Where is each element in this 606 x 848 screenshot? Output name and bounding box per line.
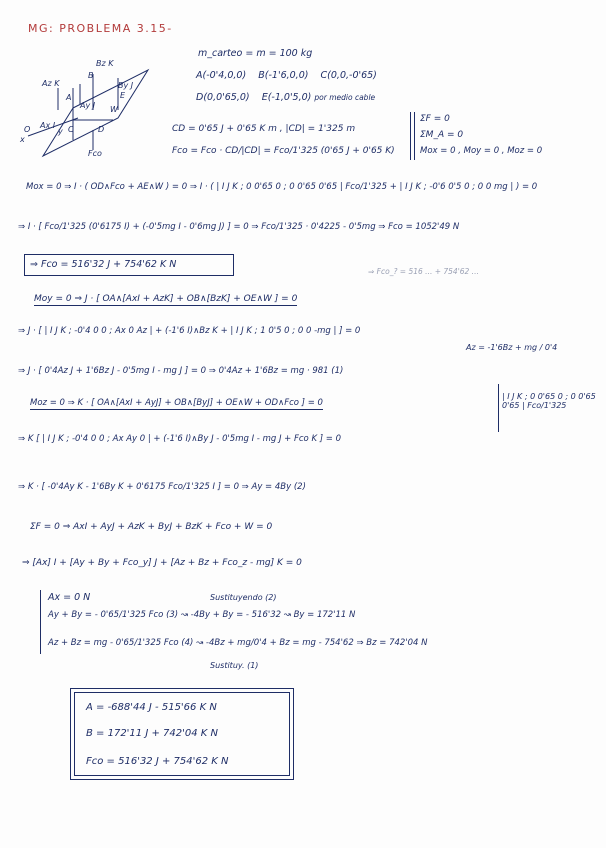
label-a: A [66, 93, 72, 102]
label-x: x [20, 135, 25, 144]
moy-equation-3: ⇒ J · [ 0'4Az J + 1'6Bz J - 0'5mg I - mg J ] = 0 ⇒ 0'4Az + 1'6Bz = mg · 981 (1) [18, 366, 344, 376]
label-byj: By J [118, 81, 134, 90]
faint-note: ⇒ Fco_? = 516 ... + 754'62 ... [368, 267, 479, 276]
label-w: W [110, 105, 118, 114]
label-bzk: Bz K [96, 59, 114, 68]
point-b: B(-1'6,0,0) [258, 70, 309, 81]
label-b: B [88, 71, 94, 80]
point-c: C(0,0,-0'65) [320, 70, 377, 81]
ax-equation: Ax = 0 N [48, 592, 91, 603]
moz-equation: Moz = 0 ⇒ K · [ OA∧[AxI + AyJ] + OB∧[ByJ] + OE∧W + OD∧Fco ] = 0 [30, 398, 323, 408]
points-line-2 [196, 92, 375, 103]
label-o: O [24, 125, 31, 134]
mass-line: m_carteo = m = 100 kg [198, 48, 313, 59]
az-side-note: Az = -1'6Bz + mg / 0'4 [466, 343, 558, 352]
cd-vector-line: CD = 0'65 J + 0'65 K m , |CD| = 1'325 m [172, 124, 356, 134]
result-a: A = -688'44 J - 515'66 K N [86, 702, 217, 713]
point-d: D(0,0'65,0) [196, 92, 250, 103]
system-brace [40, 590, 41, 654]
result-fco: Fco = 516'32 J + 754'62 K N [86, 756, 229, 767]
label-c: C [68, 125, 74, 134]
point-e: E(-1,0'5,0) [261, 92, 312, 103]
condition-sum-m: ΣM_A = 0 [420, 130, 464, 140]
label-fco: Fco [88, 149, 102, 158]
condition-moments: Mox = 0 , Moy = 0 , Moz = 0 [420, 146, 543, 156]
fco-result: ⇒ Fco = 516'32 J + 754'62 K N [30, 259, 177, 270]
cable-note: por medio cable [314, 93, 376, 102]
moz-equation-3: ⇒ K · [ -0'4Ay K - 1'6By K + 0'6175 Fco/1'325 I ] = 0 ⇒ Ay = 4By (2) [18, 482, 306, 492]
divider-left [410, 112, 411, 160]
result-b: B = 172'11 J + 742'04 K N [86, 728, 218, 739]
moy-equation-2: ⇒ J · [ | I J K ; -0'4 0 0 ; Ax 0 Az | + (-1'6 I)∧Bz K + | I J K ; 1 0'5 0 ; 0 0 -mg | ] = 0 [18, 326, 361, 336]
moy-equation: Moy = 0 ⇒ J · [ OA∧[AxI + AzK] + OB∧[BzK] + OE∧W ] = 0 [34, 294, 298, 304]
page-title: MG: PROBLEMA 3.15- [28, 22, 173, 35]
points-line-1 [196, 70, 377, 81]
sum-forces-components: ⇒ [Ax] I + [Ay + By + Fco_y] J + [Az + Bz + Fco_z - mg] K = 0 [22, 558, 302, 568]
label-axi: Ax I [40, 121, 56, 130]
az-bz-equation: Az + Bz = mg - 0'65/1'325 Fco (4) ↝ -4Bz + mg/0'4 + Bz = mg - 754'62 ⇒ Bz = 742'04 N [48, 638, 428, 648]
label-e: E [120, 91, 126, 100]
ay-by-equation: Ay + By = - 0'65/1'325 Fco (3) ↝ -4By + By = - 516'32 ↝ By = 172'11 N [48, 610, 356, 620]
label-ayj: Ay J [80, 101, 96, 110]
free-body-diagram [18, 48, 178, 158]
moz-matrix: | I J K ; 0 0'65 0 ; 0 0'65 0'65 | Fco/1'325 [502, 392, 596, 410]
mox-equation: Mox = 0 ⇒ I · ( OD∧Fco + AE∧W ) = 0 ⇒ I · ( | I J K ; 0 0'65 0 ; 0 0'65 0'65 | Fco/1'325 + | I J K ; -0'6 0'5 0 ; 0 0 mg | ) = 0 [26, 182, 538, 192]
sum-forces-equation: ΣF = 0 ⇒ AxI + AyJ + AzK + ByJ + BzK + Fco + W = 0 [30, 522, 273, 532]
substitution-note-2: Sustituy. (1) [210, 661, 259, 670]
mox-equation-2: ⇒ I · [ Fco/1'325 (0'6175 I) + (-0'5mg I - 0'6mg J) ] = 0 ⇒ Fco/1'325 · 0'4225 - 0'5mg ⇒ Fco = 1052'49 N [18, 222, 460, 232]
label-azk: Az K [42, 79, 60, 88]
fco-vector-line: Fco = Fco · CD/|CD| = Fco/1'325 (0'65 J + 0'65 K) [172, 146, 395, 156]
moz-equation-2: ⇒ K [ | I J K ; -0'4 0 0 ; Ax Ay 0 | + (-1'6 I)∧By J - 0'5mg I - mg J + Fco K ] = 0 [18, 434, 341, 444]
label-y: y [58, 127, 63, 136]
point-a: A(-0'4,0,0) [196, 70, 247, 81]
substitution-note-1: Sustituyendo (2) [210, 593, 277, 602]
condition-sum-f: ΣF = 0 [420, 114, 450, 124]
label-d: D [98, 125, 105, 134]
